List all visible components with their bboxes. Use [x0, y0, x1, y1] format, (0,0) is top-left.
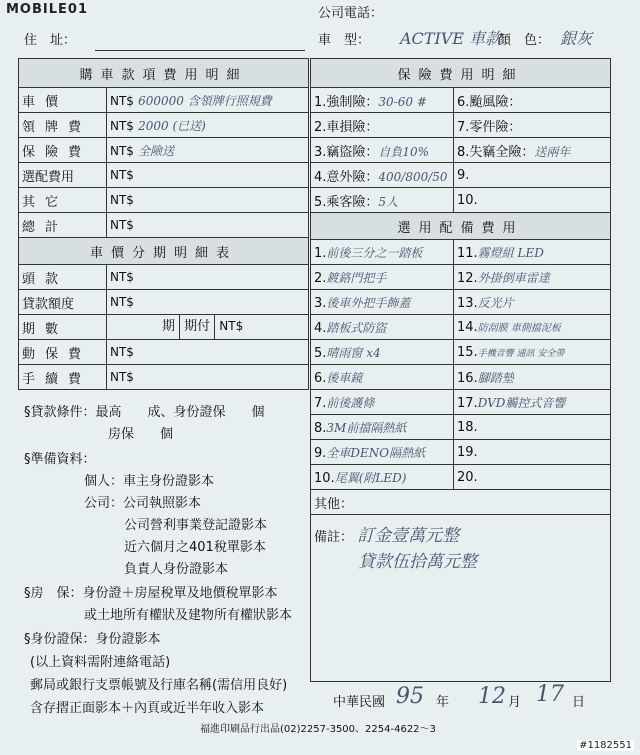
insurance-value: 自負10% — [378, 144, 430, 159]
purchase-label: 選配費用 — [19, 163, 107, 188]
docs-company: 公司：公司執照影本 — [84, 496, 202, 511]
accessory-num: 2. — [314, 270, 327, 286]
table-row — [19, 213, 309, 238]
installment-label: 手續費 — [19, 365, 107, 390]
table-row — [311, 515, 611, 682]
accessory-value: 3M前擋隔熱紙 — [326, 420, 407, 435]
accessory-value: DVD觸控式音響 — [477, 395, 566, 410]
currency: NT$ — [110, 294, 134, 309]
period-label: 期數 — [19, 315, 107, 340]
table-row — [19, 315, 309, 340]
accessory-num: 1. — [314, 245, 327, 261]
purchase-label: 車價 — [19, 88, 107, 113]
remarks-label: 備註： — [314, 530, 354, 545]
remarks-line-1: 訂金壹萬元整 — [357, 526, 460, 546]
color-label: 顏 色： — [498, 33, 551, 48]
purchase-table — [18, 58, 309, 390]
accessory-num: 10. — [314, 470, 335, 486]
installment-label: 貸款額度 — [19, 290, 107, 315]
table-row — [19, 188, 309, 213]
table-row — [311, 340, 611, 365]
table-row — [311, 390, 611, 415]
accessory-num: 9. — [314, 445, 327, 461]
purchase-label: 保險費 — [19, 138, 107, 163]
watermark-logo: MOBILE01 — [6, 2, 88, 17]
purchase-value: 全險送 — [138, 143, 175, 158]
docs-company-4: 負責人身份證影本 — [124, 562, 229, 577]
loan-condition-line2: 房保 個 — [108, 427, 174, 442]
table-row — [311, 265, 611, 290]
table-row — [19, 113, 309, 138]
docs-note-1: (以上資料需附連絡電話) — [30, 655, 171, 670]
id-guarantee: §身份證保：身份證影本 — [24, 632, 161, 647]
table-row — [311, 113, 611, 138]
accessory-value: 後車鏡 — [326, 370, 363, 385]
accessory-value: 鍍鉻門把手 — [326, 270, 387, 285]
accessory-value: 腳踏墊 — [477, 370, 514, 385]
purchase-label: 其它 — [19, 188, 107, 213]
table-row — [311, 290, 611, 315]
insurance-label: 3.竊盜險： — [314, 144, 379, 160]
installment-title: 車價分期明細表 — [19, 238, 309, 265]
installment-label: 頭款 — [19, 265, 107, 290]
date-prefix: 中華民國 — [333, 695, 386, 710]
table-row — [311, 88, 611, 113]
insurance-label: 4.意外險： — [314, 169, 379, 185]
insurance-table — [310, 58, 611, 682]
color-value: 銀灰 — [560, 29, 593, 48]
date-day: 17 — [536, 682, 564, 707]
printer-footer: 福進印刷品行出品(02)2257-3500、2254-4622〜3 — [200, 724, 436, 735]
currency: NT$ — [219, 319, 244, 333]
remarks-cell — [311, 515, 611, 682]
purchase-value: 2000 (已送) — [138, 118, 206, 133]
date-day-label: 日 — [572, 695, 586, 710]
docs-company-2: 公司營利事業登記證影本 — [124, 518, 268, 533]
accessory-value: 外掛倒車雷達 — [477, 270, 550, 285]
date-month-label: 月 — [508, 695, 522, 710]
remarks-line-2: 貸款伍拾萬元整 — [358, 552, 477, 572]
table-row — [311, 440, 611, 465]
insurance-label: 5.乘客險： — [314, 194, 379, 210]
date-month: 12 — [478, 684, 506, 709]
accessory-num: 11. — [457, 245, 478, 261]
insurance-value: 30-60 # — [378, 94, 427, 109]
accessory-value: 晴雨窗 x4 — [326, 345, 381, 360]
accessory-value: 前後三分之一踏板 — [326, 245, 423, 260]
accessory-num: 19. — [457, 444, 478, 460]
insurance-value: 送兩年 — [534, 144, 571, 159]
company-phone-label: 公司電話： — [318, 6, 384, 21]
table-row — [311, 240, 611, 265]
insurance-label: 7.零件險： — [457, 119, 522, 135]
table-row — [311, 465, 611, 490]
house-guarantee-2: 或土地所有權狀及建物所有權狀影本 — [84, 608, 293, 623]
date-year: 95 — [396, 684, 424, 709]
table-row — [19, 138, 309, 163]
accessory-value: 反光片 — [477, 295, 514, 310]
watermark-id: #1182551 — [579, 740, 632, 751]
currency: NT$ — [110, 192, 134, 207]
accessories-title: 選用配備費用 — [311, 213, 611, 240]
docs-personal: 個人：車主身份證影本 — [84, 474, 215, 489]
table-row — [311, 365, 611, 390]
docs-note-2: 郵局或銀行支票帳號及行庫名稱(需信用良好) — [30, 678, 288, 693]
insurance-label: 6.颱風險： — [457, 94, 522, 110]
table-row — [19, 163, 309, 188]
accessory-num: 4. — [314, 320, 327, 336]
docs-title: §準備資料： — [24, 452, 96, 467]
accessory-value: 踏板式防盜 — [326, 320, 387, 335]
address-label: 住 址： — [24, 33, 77, 48]
table-row — [311, 188, 611, 213]
table-row — [19, 340, 309, 365]
car-model-value: ACTIVE 車款 — [400, 29, 502, 48]
accessory-num: 5. — [314, 345, 327, 361]
currency: NT$ — [110, 167, 134, 182]
purchase-label: 總計 — [19, 213, 107, 238]
period-unit: 期 — [161, 319, 175, 334]
table-row — [311, 138, 611, 163]
table-row — [311, 315, 611, 340]
accessory-value: 尾翼(附LED) — [334, 470, 407, 485]
accessory-value: 前後護條 — [326, 395, 375, 410]
table-row — [311, 490, 611, 515]
accessory-value: 全車DENO隔熱紙 — [326, 445, 426, 460]
currency: NT$ — [110, 143, 134, 158]
accessory-value: 霧燈組 LED — [477, 245, 544, 260]
insurance-title: 保險費用明細 — [311, 59, 611, 88]
accessory-num: 13. — [457, 295, 478, 311]
accessory-num: 6. — [314, 370, 327, 386]
installment-label: 動保費 — [19, 340, 107, 365]
accessory-num: 7. — [314, 395, 327, 411]
table-row — [19, 265, 309, 290]
accessory-num: 17. — [457, 395, 478, 411]
table-row — [19, 365, 309, 390]
accessory-value: 後車外把手飾蓋 — [326, 295, 411, 310]
insurance-label: 9. — [457, 167, 470, 183]
purchase-value: 600000 含領牌行照規費 — [138, 93, 272, 108]
table-row — [19, 290, 309, 315]
accessory-num: 14. — [457, 320, 478, 335]
insurance-value: 5人 — [378, 194, 399, 209]
accessory-value: 防刮膜 車側擋泥板 — [477, 323, 561, 334]
purchase-label: 領牌費 — [19, 113, 107, 138]
date-year-label: 年 — [436, 695, 450, 710]
table-row — [311, 415, 611, 440]
per-period-label: 期付 — [179, 315, 215, 339]
insurance-label: 1.強制險： — [314, 94, 379, 110]
insurance-value: 400/800/50 — [378, 169, 448, 184]
accessory-num: 3. — [314, 295, 327, 311]
currency: NT$ — [110, 344, 134, 359]
address-line — [95, 50, 305, 51]
table-row — [19, 88, 309, 113]
accessory-num: 20. — [457, 469, 478, 485]
accessory-num: 18. — [457, 419, 478, 435]
currency: NT$ — [110, 118, 134, 133]
table-row — [311, 163, 611, 188]
accessory-num: 15. — [457, 344, 478, 360]
insurance-label: 10. — [457, 192, 478, 208]
currency: NT$ — [110, 269, 134, 284]
currency: NT$ — [110, 217, 134, 232]
loan-condition-line1: §貸款條件：最高 成、身份證保 個 — [24, 405, 265, 420]
accessory-num: 12. — [457, 270, 478, 286]
insurance-label: 2.車損險： — [314, 119, 379, 135]
docs-note-3: 含存摺正面影本＋內頁或近半年收入影本 — [30, 701, 265, 716]
other-label: 其他： — [311, 490, 611, 515]
purchase-title: 購車款項費用明細 — [19, 59, 309, 88]
currency: NT$ — [110, 93, 134, 108]
house-guarantee-1: §房 保：身份證＋房屋稅單及地價稅單影本 — [24, 586, 278, 601]
currency: NT$ — [110, 369, 134, 384]
accessory-value: 手機音響 通訊 安全帶 — [477, 348, 565, 359]
accessory-num: 16. — [457, 370, 478, 386]
accessory-num: 8. — [314, 420, 327, 436]
docs-company-3: 近六個月之401稅單影本 — [124, 540, 266, 555]
car-model-label: 車 型： — [318, 33, 371, 48]
insurance-label: 8.失竊全險： — [457, 144, 535, 160]
